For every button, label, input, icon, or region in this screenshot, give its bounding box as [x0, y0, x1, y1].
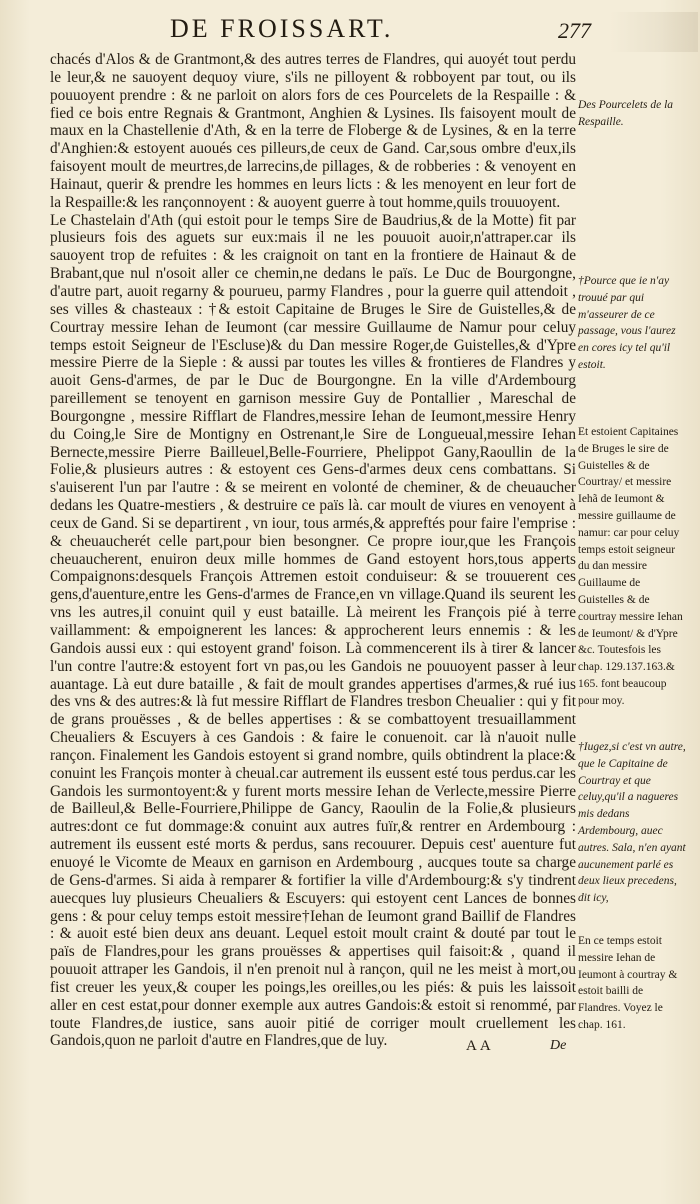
catchword: De: [550, 1038, 567, 1053]
page-header: [0, 6, 700, 46]
page-footer: [0, 1034, 700, 1062]
body-paragraph: Le Chastelain d'Ath (qui estoit pour le temps Sire de Baudrius,& de la Motte) fit par plusieurs fois des aguets sur eux:mais il ne les pouuoit auoir,n'attraper.car ils sauoyent trop de refuites : & les craignoit on tant en la frontiere de Hainaut & de Brabant,que nul n'osoit aller ce chemin,ne dedans le païs. Le Duc de Bourgongne, d'autre part, auoit regarny & pourueu, parmy Flandres , pour la guerre quil attendoit , ses villes & chasteaux : †& estoit Capitaine de Bruges le Sire de Guistelles,& de Courtray messire Iehan de Ieumont (car messire Guillaume de Namur pour celuy temps estoit Seigneur de l'Escluse)& du Dan messire Roger,de Guistelles,& d'Ypre messire Pierre de la Sieple : & aussi par toutes les villes & frontieres de Flandres y auoit Gens-d'armes, de par le Duc de Bourgongne. En la ville d'Ardembourg pareillement se tenoyent en garnison messire Guy de Pontallier , Mareschal de Bourgongne , messire Rifflart de Flandres,messire Iehan de Ieumont,messire Henry du Coing,le Sire de Montigny en Ostrenant,le Sire de Longueual,messire Iehan Bernecte,messire Pierre Bailleuel,Belle-Fourriere, Phelippot Gany,Raoullin de la Folie,& plusieurs autres : & estoyent ces Gens-d'armes deux cens combattans. Si s'auiserent l'un par l'autre : & se meirent en volonté de cheminer, & de cheuaucher dedans les Quatre-mestiers , & destruire ce païs là. car moult de viures en venoyent à ceux de Gand. Si se departirent , vn iour, tous armés,& appreftés pour faire l'emprise : & cheuaucherét celle part,pour bien besongner. Ce propre iour,que les François cheuaucherent, enuiron deux mille hommes de Gand estoyent hors,tous apperts Compaignons:desquels François Attremen estoit conduiseur: & se trouuerent ces gens,d'auenture,entre les Gens-d'armes de France,en vn village.Quand ils seurent les vns les autres,il conuint quil y eust bataille. Là meirent les François pié à terre vaillamment: & empoignerent les lances: & approcherent leurs ennemis : & les Gandois aussi eux : qui estoyent grand' foison. Là commencerent ils à tirer & lancer l'un contre l'autre:& estoyent fort vn pas,ou les Gandois ne pouuoyent passer à leur auantage. Là eut dure bataille , & fait de moult grandes appertises d'armes,& rué ius des vns & des autres:& là fut messire Rifflart de Flandres tresbon Cheualier : qui y fit de grans prouësses , & de belles appertises : & se combattoyent tresuaillamment Cheualiers & Escuyers à ces Gandois : & faire le conuenoit. car là n'auoit nulle rançon. Finalement les Gandois estoyent si grand nombre, quils obtindrent la place:& conuint les François monter à cheual.car autrement ils eussent esté tous perdus.car les Gandois les surmontoyent:& y furent morts messire Iehan de Verlecte,messire Pierre de Bailleul,& Belle-Fourriere,Philippe de Gancy, Raoulin de la Folie,& plusieurs autres:dont ce fut dommage:& conuint aux autres fuïr,& rentrer en Ardembourg : autrement ils eussent esté morts & perdus, sans recouurer. Depuis cest' auenture fut enuoyé le Vicomte de Meaux en garnison en Ardembourg , aucques toute sa charge de Gens-d'armes. Si aida à remparer & fortifier la ville d'Ardembourg:& s'y tindrent auecques luy plusieurs Cheualiers & Escuyers: qui estoyent cent Lances de bonnes gens : & pour celuy temps estoit messire†Iehan de Ieumont grand Baillif de Flandres : & auoit esté bien deux ans deuant. Lequel estoit moult craint & douté par tout le païs de Flandres,pour les grans prouësses & appertises quil faisoit:& , quand il pouuoit attraper les Gandois, il n'en prenoit nul à rançon, quil ne les meist à mort,ou fist creuer les yeux,& couper les poings,les oreilles,ou les piés: & puis les laissoit aller en cest estat,pour donner exemple aux autres Gandois:& estoit si renommé, par toute Flandres,de iusticе, sans auoir pitié de corriger moult cruellement les Gandois,quon ne parloit d'autre en Flandres,que de luy.: [50, 211, 576, 1050]
margin-note: †Pource que ie n'ay trouué par qui m'asseurer de ce passage, vous l'aurez en cores icy tel qu'il estoit.: [578, 275, 676, 371]
margin-note: †Iugez,si c'est vn autre, que le Capitaine de Courtray et que celuy,qu'il a nagueres mis dedans Ardembourg, auec autres. Sala, n'en ayant aucunement parlé es deux lieux precedens, dit icy,: [578, 741, 686, 905]
body-paragraph: chacés d'Alos & de Grantmont,& des autres terres de Flandres, qui auoyét tout perdu le leur,& ne sauoyent dequoy viure, s'ils ne pilloyent & robboyent par tout, ou ils pouuoyent prendre : & ne parloit on alors fors de ces Pourcelets de la Respaille : & fied ce bois entre Regnais & Grantmont, Anghien & Lysines. Ils faisoyent moult de maux en la Chastellenie d'Ath, & en la terre de Floberge & de Lysines, & en la terre d'Anghien:& estoyent auoués ces pilleurs,de ceux de Gand. Car,sous ombre d'eux,ils faisoyent moult de meurtres,de larrecins,de pillages, & de robberies : & venoyent en Hainaut, querir & prendre les hommes en leurs licts : & les menoyent en leur fort de la Respaille:& les rançonnoyent : & auoyent guerre à tout homme,quils trouuoyent.: [50, 51, 576, 211]
signature-mark: AA: [466, 1038, 494, 1054]
margin-note: En ce temps estoit messire Iehan de Ieumont à courtray & estoit bailli de Flandres. Voyez le chap. 161.: [578, 935, 678, 1031]
margin-note: Des Pourcelets de la Respaille.: [578, 99, 674, 128]
page-number: 277: [558, 18, 591, 43]
show-through-shadow: [610, 12, 698, 52]
running-head: DE FROISSART.: [170, 14, 394, 43]
margin-note: Et estoient Capitaines de Bruges le sire de Guistelles & de Courtray/ et messire Iehã de Ieumont & messire guillaume de namur: car pour celuy temps estoit seigneur du dan messire Guillaume de Guistelles & de courtray messire Iehan de Ieumont/ & d'Ypre &c. Toutesfois les chap. 129.137.163.& 165. font beaucoup pour moy.: [578, 426, 683, 707]
main-text-column: [50, 51, 576, 1050]
